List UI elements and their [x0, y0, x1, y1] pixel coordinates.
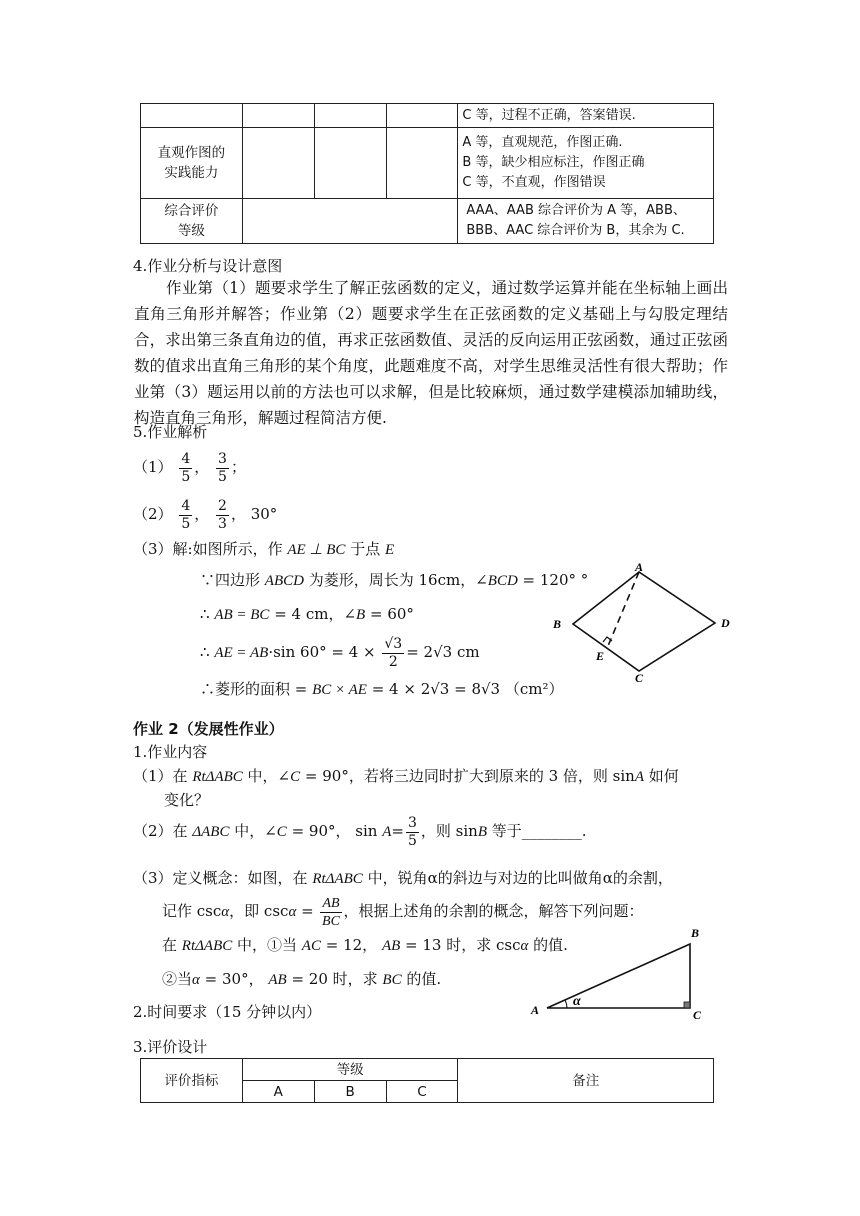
- table-header-row: [141, 1059, 714, 1081]
- label-c: C: [693, 1008, 702, 1022]
- header-grade-a: A: [242, 1081, 314, 1103]
- evaluation-table-top: [140, 103, 714, 244]
- fraction: $\frac{AB}{BC}$: [322, 895, 340, 929]
- table-row: [141, 104, 714, 128]
- question-1: （1）在 RtΔABC 中，∠C = 90°，若将三边同时扩大到原来的 3 倍，则 sinA 如何: [133, 767, 679, 785]
- table-cell-remark: A 等，直观规范，作图正确. B 等，缺少相应标注，作图正确 C 等，不直观，作图错误: [458, 128, 714, 199]
- solution-line-3: ∴ AE = AB·sin 60° = 4 × $\frac{√3}{2}$ = 2√3 cm: [200, 635, 480, 670]
- label-e: E: [596, 649, 605, 663]
- question-2: （2）在 ΔABC 中，∠C = 90°， sin A= $\frac{3}{5}$ ，则 sinB 等于________.: [133, 814, 587, 849]
- fraction: $\frac{3}{5}$: [407, 814, 417, 849]
- hw2-subheading: 1.作业内容: [133, 743, 208, 761]
- evaluation-table-bottom: [140, 1058, 714, 1103]
- label-c: C: [635, 671, 644, 685]
- section-heading: 5.作业解析: [133, 423, 208, 441]
- solution-line-1: ∵四边形 ABCD 为菱形，周长为 16cm，∠BCD = 120° °: [200, 571, 589, 589]
- question-3-part-2: ②当α = 30°， AB = 20 时，求 BC 的值.: [162, 970, 442, 988]
- label-b: B: [553, 617, 562, 631]
- table-row: [141, 128, 714, 199]
- evaluation-heading: 3.评价设计: [133, 1038, 208, 1056]
- question-3: （3）定义概念：如图，在 RtΔABC 中，锐角α的斜边与对边的比叫做角α的余割，: [133, 869, 673, 887]
- right-triangle-figure: [525, 922, 715, 1024]
- solution-line-2: ∴ AB = BC = 4 cm，∠B = 60°: [200, 605, 414, 623]
- label-b: B: [691, 926, 700, 940]
- time-requirement: 2.时间要求（15 分钟以内）: [133, 1003, 322, 1021]
- answer-3: （3）解:如图所示，作 AE ⊥ BC 于点 E: [133, 540, 395, 558]
- fraction: $\frac{4}{5}$: [181, 497, 191, 532]
- header-remark: 备注: [458, 1059, 714, 1103]
- angle-arc: [565, 1000, 567, 1008]
- rhombus-figure: [545, 560, 745, 685]
- fraction: $\frac{√3}{2}$: [384, 635, 403, 670]
- analysis-paragraph: 作业第（1）题要求学生了解正弦函数的定义，通过数学运算并能在坐标轴上画出直角三角形并解答；作业第（2）题要求学生在正弦函数的定义基础上与勾股定理结合，求出第三条直角边的值，再求正弦函数值、灵活的反向运用正弦函数，通过正弦函数的值求出直角三角形的某个角度，此题难度不高，对学生思维灵活性有很大帮助；作业第（3）题运用以前的方法也可以求解，但是比较麻烦，通过数学建模添加辅助线，构造直角三角形，解题过程简洁方便.: [134, 279, 728, 427]
- question-1-cont: 变化？: [164, 791, 210, 809]
- answer-2: （2） $\frac{4}{5}$ ， $\frac{2}{3}$ ， 30°: [133, 497, 278, 532]
- question-3-definition: 记作 cscα，即 cscα = $\frac{AB}{BC}$ ，根据上述角的余割的概念，解答下列问题：: [162, 895, 644, 929]
- table-row: [141, 199, 714, 244]
- hw2-heading: 作业 2（发展性作业）: [133, 720, 284, 738]
- header-indicator: 评价指标: [141, 1059, 243, 1103]
- answer-1: （1） $\frac{4}{5}$ ， $\frac{3}{5}$ ；: [133, 450, 246, 485]
- header-grade: 等级: [242, 1059, 458, 1081]
- label-alpha: α: [573, 994, 581, 1009]
- solution-line-4: ∴菱形的面积 = BC × AE = 4 × 2√3 = 8√3 （cm²）: [200, 680, 564, 698]
- header-grade-b: B: [314, 1081, 386, 1103]
- rhombus-shape: [573, 572, 715, 671]
- table-cell-remark: C 等，过程不正确，答案错误.: [458, 104, 714, 128]
- altitude-ae: [608, 572, 639, 646]
- label-d: D: [721, 616, 730, 630]
- table-cell-indicator: 直观作图的 实践能力: [141, 128, 243, 199]
- section-heading: 4.作业分析与设计意图: [133, 257, 283, 275]
- label-a: A: [635, 560, 644, 574]
- fraction: $\frac{2}{3}$: [218, 497, 227, 532]
- table-cell-indicator: 综合评价 等级: [141, 199, 243, 244]
- right-angle-mark: [684, 1002, 690, 1008]
- table-cell-remark: AAA、AAB 综合评价为 A 等，ABB、 BBB、AAC 综合评价为 B，其余为 C.: [458, 199, 714, 244]
- label-a: A: [531, 1003, 540, 1017]
- fraction: $\frac{3}{5}$: [218, 450, 227, 485]
- header-grade-c: C: [386, 1081, 458, 1103]
- fraction: $\frac{4}{5}$: [181, 450, 191, 485]
- triangle-shape: [547, 944, 690, 1008]
- question-3-part-1: 在 RtΔABC 中，①当 AC = 12， AB = 13 时，求 cscα 的值.: [162, 936, 568, 954]
